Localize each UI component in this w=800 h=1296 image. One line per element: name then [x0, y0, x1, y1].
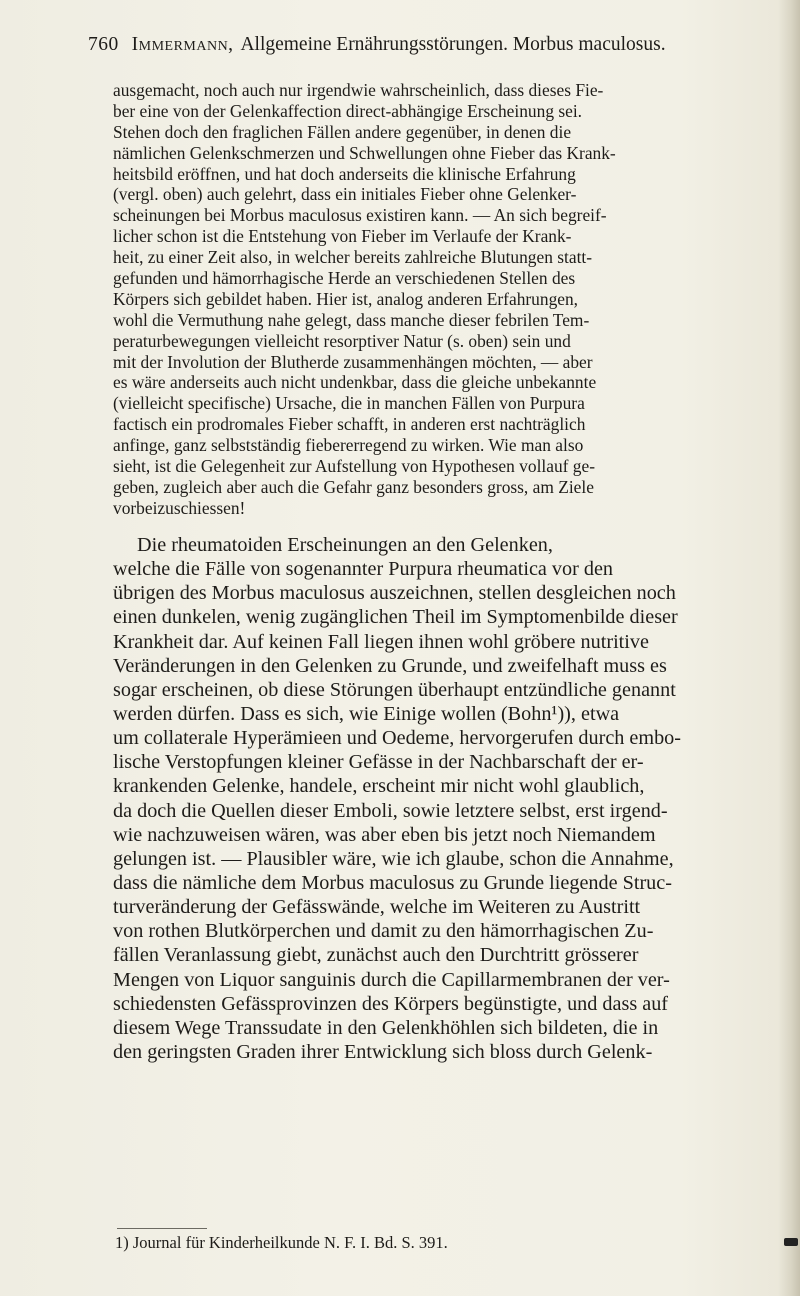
text-line: werden dürfen. Dass es sich, wie Einige wollen (Bohn¹)), etwa	[113, 702, 620, 725]
text-line: ber eine von der Gelenkaffection direct-abhängige Erscheinung sei.	[113, 100, 583, 121]
text-line: welche die Fälle von sogenannter Purpura rheumatica vor den	[113, 558, 614, 581]
text-line: krankenden Gelenke, handele, erscheint mir nicht wohl glaublich,	[113, 775, 645, 798]
text-line: licher schon ist die Entstehung von Fieber im Verlaufe der Krank-	[113, 226, 572, 247]
text-line: scheinungen bei Morbus maculosus existiren kann. — An sich begreif-	[113, 205, 607, 226]
text-line: dass die nämliche dem Morbus maculosus zu Grunde liegende Struc-	[113, 871, 672, 894]
text-line: mit der Involution der Blutherde zusammenhängen möchten, — aber	[113, 351, 593, 372]
header-title: Allgemeine Ernährungsstörungen. Morbus maculosus.	[240, 34, 666, 55]
text-line: schiedensten Gefässprovinzen des Körpers begünstigte, und dass auf	[113, 992, 669, 1015]
footnote-rule	[117, 1228, 207, 1229]
text-line: anfinge, ganz selbstständig fiebererregend zu wirken. Wie man also	[113, 435, 584, 456]
text-line: um collaterale Hyperämieen und Oedeme, hervorgerufen durch embo-	[113, 727, 681, 750]
text-line: (vergl. oben) auch gelehrt, dass ein initiales Fieber ohne Gelenker-	[113, 184, 577, 205]
text-line: lische Verstopfungen kleiner Gefässe in der Nachbarschaft der er-	[113, 751, 644, 774]
text-line: (vielleicht specifische) Ursache, die in manchen Fällen von Purpura	[113, 393, 585, 414]
text-line: diesem Wege Transsudate in den Gelenkhöhlen sich bildeten, die in	[113, 1016, 659, 1039]
text-line: von rothen Blutkörperchen und damit zu den hämorrhagischen Zu-	[113, 920, 654, 943]
text-line: Krankheit dar. Auf keinen Fall liegen ihnen wohl gröbere nutritive	[113, 630, 649, 653]
paragraph-fever	[113, 80, 783, 519]
running-header	[88, 34, 728, 64]
text-line: turveränderung der Gefässwände, welche im Weiteren zu Austritt	[113, 896, 641, 919]
text-line: den geringsten Graden ihrer Entwicklung sich bloss durch Gelenk-	[113, 1040, 653, 1063]
text-line: Veränderungen in den Gelenken zu Grunde, und zweifelhaft muss es	[113, 654, 667, 677]
text-line: heit, zu einer Zeit also, in welcher bereits zahlreiche Blutungen statt-	[113, 247, 593, 268]
text-line: gelungen ist. — Plausibler wäre, wie ich glaube, schon die Annahme,	[113, 847, 674, 870]
text-line: peraturbewegungen vielleicht resorptiver Natur (s. oben) sein und	[113, 330, 571, 351]
text-line: fällen Veranlassung giebt, zunächst auch den Durchtritt grösserer	[113, 944, 639, 967]
text-line: factisch ein prodromales Fieber schafft, in anderen erst nachträglich	[113, 414, 586, 435]
text-line: geben, zugleich aber auch die Gefahr ganz besonders gross, am Ziele	[113, 476, 594, 497]
text-line: sogar erscheinen, ob diese Störungen überhaupt entzündliche genannt	[113, 678, 676, 701]
text-line: Die rheumatoiden Erscheinungen an den Gelenken,	[137, 534, 553, 556]
text-line: vorbeizuschiessen!	[113, 497, 246, 518]
paragraph-rheumatoid	[113, 533, 783, 1064]
text-line: übrigen des Morbus maculosus auszeichnen, stellen desgleichen noch	[113, 582, 676, 605]
text-line: Körpers sich gebildet haben. Hier ist, analog anderen Erfahrungen,	[113, 288, 579, 309]
text-line: nämlichen Gelenkschmerzen und Schwellungen ohne Fieber das Krank-	[113, 142, 616, 163]
text-line: wie nachzuweisen wären, was aber eben bis jetzt noch Niemandem	[113, 823, 656, 846]
text-line: es wäre anderseits auch nicht undenkbar, dass die gleiche unbekannte	[113, 372, 597, 393]
text-line: ausgemacht, noch auch nur irgendwie wahrscheinlich, dass dieses Fie-	[113, 80, 604, 100]
text-line: Stehen doch den fraglichen Fällen andere gegenüber, in denen die	[113, 121, 572, 142]
page-edge-shadow	[778, 0, 800, 1296]
edge-mark	[784, 1238, 798, 1246]
footnote: 1) Journal für Kinderheilkunde N. F. I. Bd. S. 391.	[115, 1233, 448, 1252]
text-line: einen dunkelen, wenig zugänglichen Theil im Symptomenbilde dieser	[113, 606, 678, 629]
text-line: gefunden und hämorrhagische Herde an verschiedenen Stellen des	[113, 268, 576, 289]
text-line: da doch die Quellen dieser Emboli, sowie letztere selbst, erst irgend-	[113, 799, 668, 822]
header-author: Immermann,	[131, 34, 234, 55]
text-line: Mengen von Liquor sanguinis durch die Capillarmembranen der ver-	[113, 968, 670, 991]
text-line: sieht, ist die Gelegenheit zur Aufstellung von Hypothesen vollauf ge-	[113, 456, 595, 477]
text-line: heitsbild eröffnen, und hat doch anderseits die klinische Erfahrung	[113, 163, 576, 184]
text-line: wohl die Vermuthung nahe gelegt, dass manche dieser febrilen Tem-	[113, 309, 590, 330]
page-number: 760	[88, 34, 119, 55]
